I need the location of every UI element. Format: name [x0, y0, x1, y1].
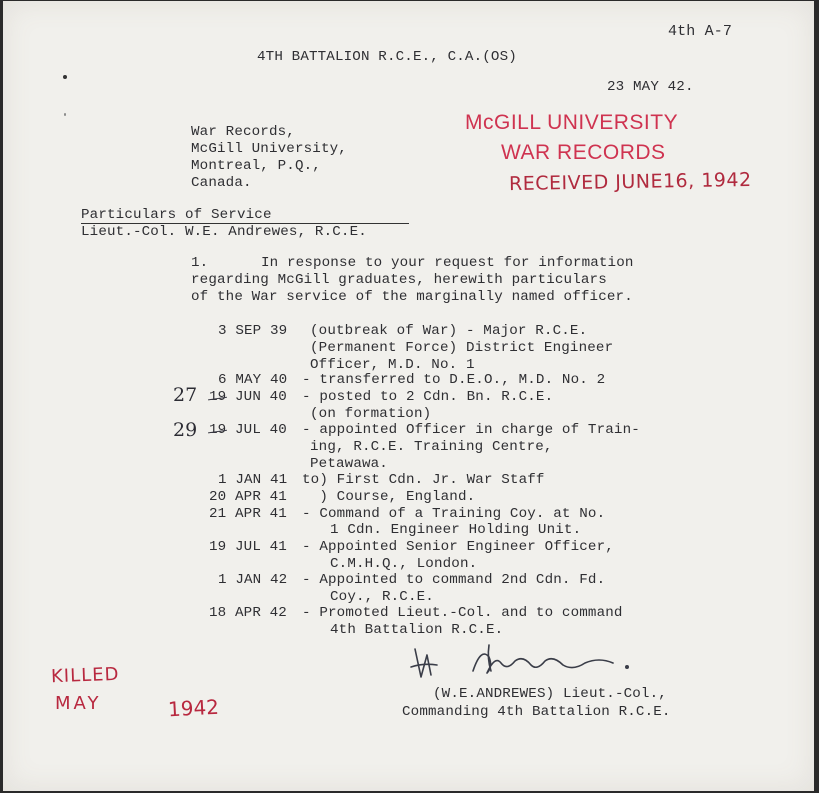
entry-line: - Appointed Senior Engineer Officer, — [302, 539, 614, 555]
entry-line: 4th Battalion R.C.E. — [330, 622, 504, 638]
handwritten-signature — [403, 637, 643, 687]
entry-date: 19 JUL 41 — [209, 539, 287, 555]
entry-line: - Appointed to command 2nd Cdn. Fd. — [302, 572, 606, 588]
entry-date: 21 APR 41 — [209, 506, 287, 522]
struck-day: 19 — [209, 389, 227, 405]
recipient-line: McGill University, — [191, 141, 347, 157]
handwritten-correction: 27 — [173, 384, 198, 406]
paragraph-line: In response to your request for information — [261, 255, 634, 271]
entry-date: 3 SEP 39 — [218, 323, 288, 339]
entry-line: Petawawa. — [310, 456, 388, 472]
punch-mark — [63, 75, 67, 79]
entry-line: - appointed Officer in charge of Train- — [302, 422, 640, 438]
entry-line: (Permanent Force) District Engineer — [310, 340, 614, 356]
entry-date — [209, 422, 287, 439]
stamp-war-records: WAR RECORDS — [501, 141, 666, 164]
entry-date — [209, 389, 287, 406]
entry-line: (on formation) — [310, 406, 432, 422]
handwritten-correction: 29 — [173, 419, 198, 441]
entry-date: 1 JAN 42 — [218, 572, 288, 588]
entry-date: 20 APR 41 — [209, 489, 287, 505]
entry-date: 1 JAN 41 — [218, 472, 288, 488]
entry-line: ) Course, England. — [302, 489, 476, 505]
stamp-university: McGILL UNIVERSITY — [465, 111, 679, 134]
file-reference: 4th A-7 — [668, 23, 733, 40]
paragraph-number: 1. — [191, 255, 209, 271]
entry-line: 1 Cdn. Engineer Holding Unit. — [330, 522, 582, 538]
letter-date: 23 MAY 42. — [607, 79, 694, 95]
entry-line: C.M.H.Q., London. — [330, 556, 478, 572]
paragraph-line: of the War service of the marginally named officer. — [191, 289, 633, 305]
subject-name: Lieut.-Col. W.E. Andrewes, R.C.E. — [81, 224, 367, 240]
entry-line: Officer, M.D. No. 1 — [310, 357, 475, 373]
recipient-line: Canada. — [191, 175, 252, 191]
annotation-killed: KILLED — [50, 663, 120, 688]
entry-line: ing, R.C.E. Training Centre, — [310, 439, 553, 455]
entry-line: - Command of a Training Coy. at No. — [302, 506, 606, 522]
entry-month-year: JUN 40 — [226, 389, 287, 405]
entry-line: to) First Cdn. Jr. War Staff — [302, 472, 545, 488]
recipient-line: Montreal, P.Q., — [191, 158, 321, 174]
letter-sheet — [3, 1, 814, 791]
entry-line: Coy., R.C.E. — [330, 589, 434, 605]
signatory-name: (W.E.ANDREWES) Lieut.-Col., — [433, 686, 667, 702]
stamp-received-date: RECEIVED JUNE16, 1942 — [508, 168, 752, 196]
entry-line: - posted to 2 Cdn. Bn. R.C.E. — [302, 389, 554, 405]
entry-date: 6 MAY 40 — [218, 372, 288, 388]
entry-line: - Promoted Lieut.-Col. and to command — [302, 605, 623, 621]
entry-line: (outbreak of War) - Major R.C.E. — [310, 323, 588, 339]
entry-month-year: JUL 40 — [226, 422, 287, 438]
subject-title: Particulars of Service — [81, 207, 272, 223]
struck-day: 19 — [209, 422, 227, 438]
letterhead: 4TH BATTALION R.C.E., C.A.(OS) — [257, 49, 517, 65]
punch-mark — [64, 113, 66, 116]
annotation-month: MAY — [55, 693, 102, 714]
entry-line: - transferred to D.E.O., M.D. No. 2 — [302, 372, 606, 388]
annotation-year: 1942 — [167, 694, 220, 722]
signatory-title: Commanding 4th Battalion R.C.E. — [402, 704, 671, 720]
paragraph-line: regarding McGill graduates, herewith particulars — [191, 272, 607, 288]
recipient-line: War Records, — [191, 124, 295, 140]
entry-date: 18 APR 42 — [209, 605, 287, 621]
